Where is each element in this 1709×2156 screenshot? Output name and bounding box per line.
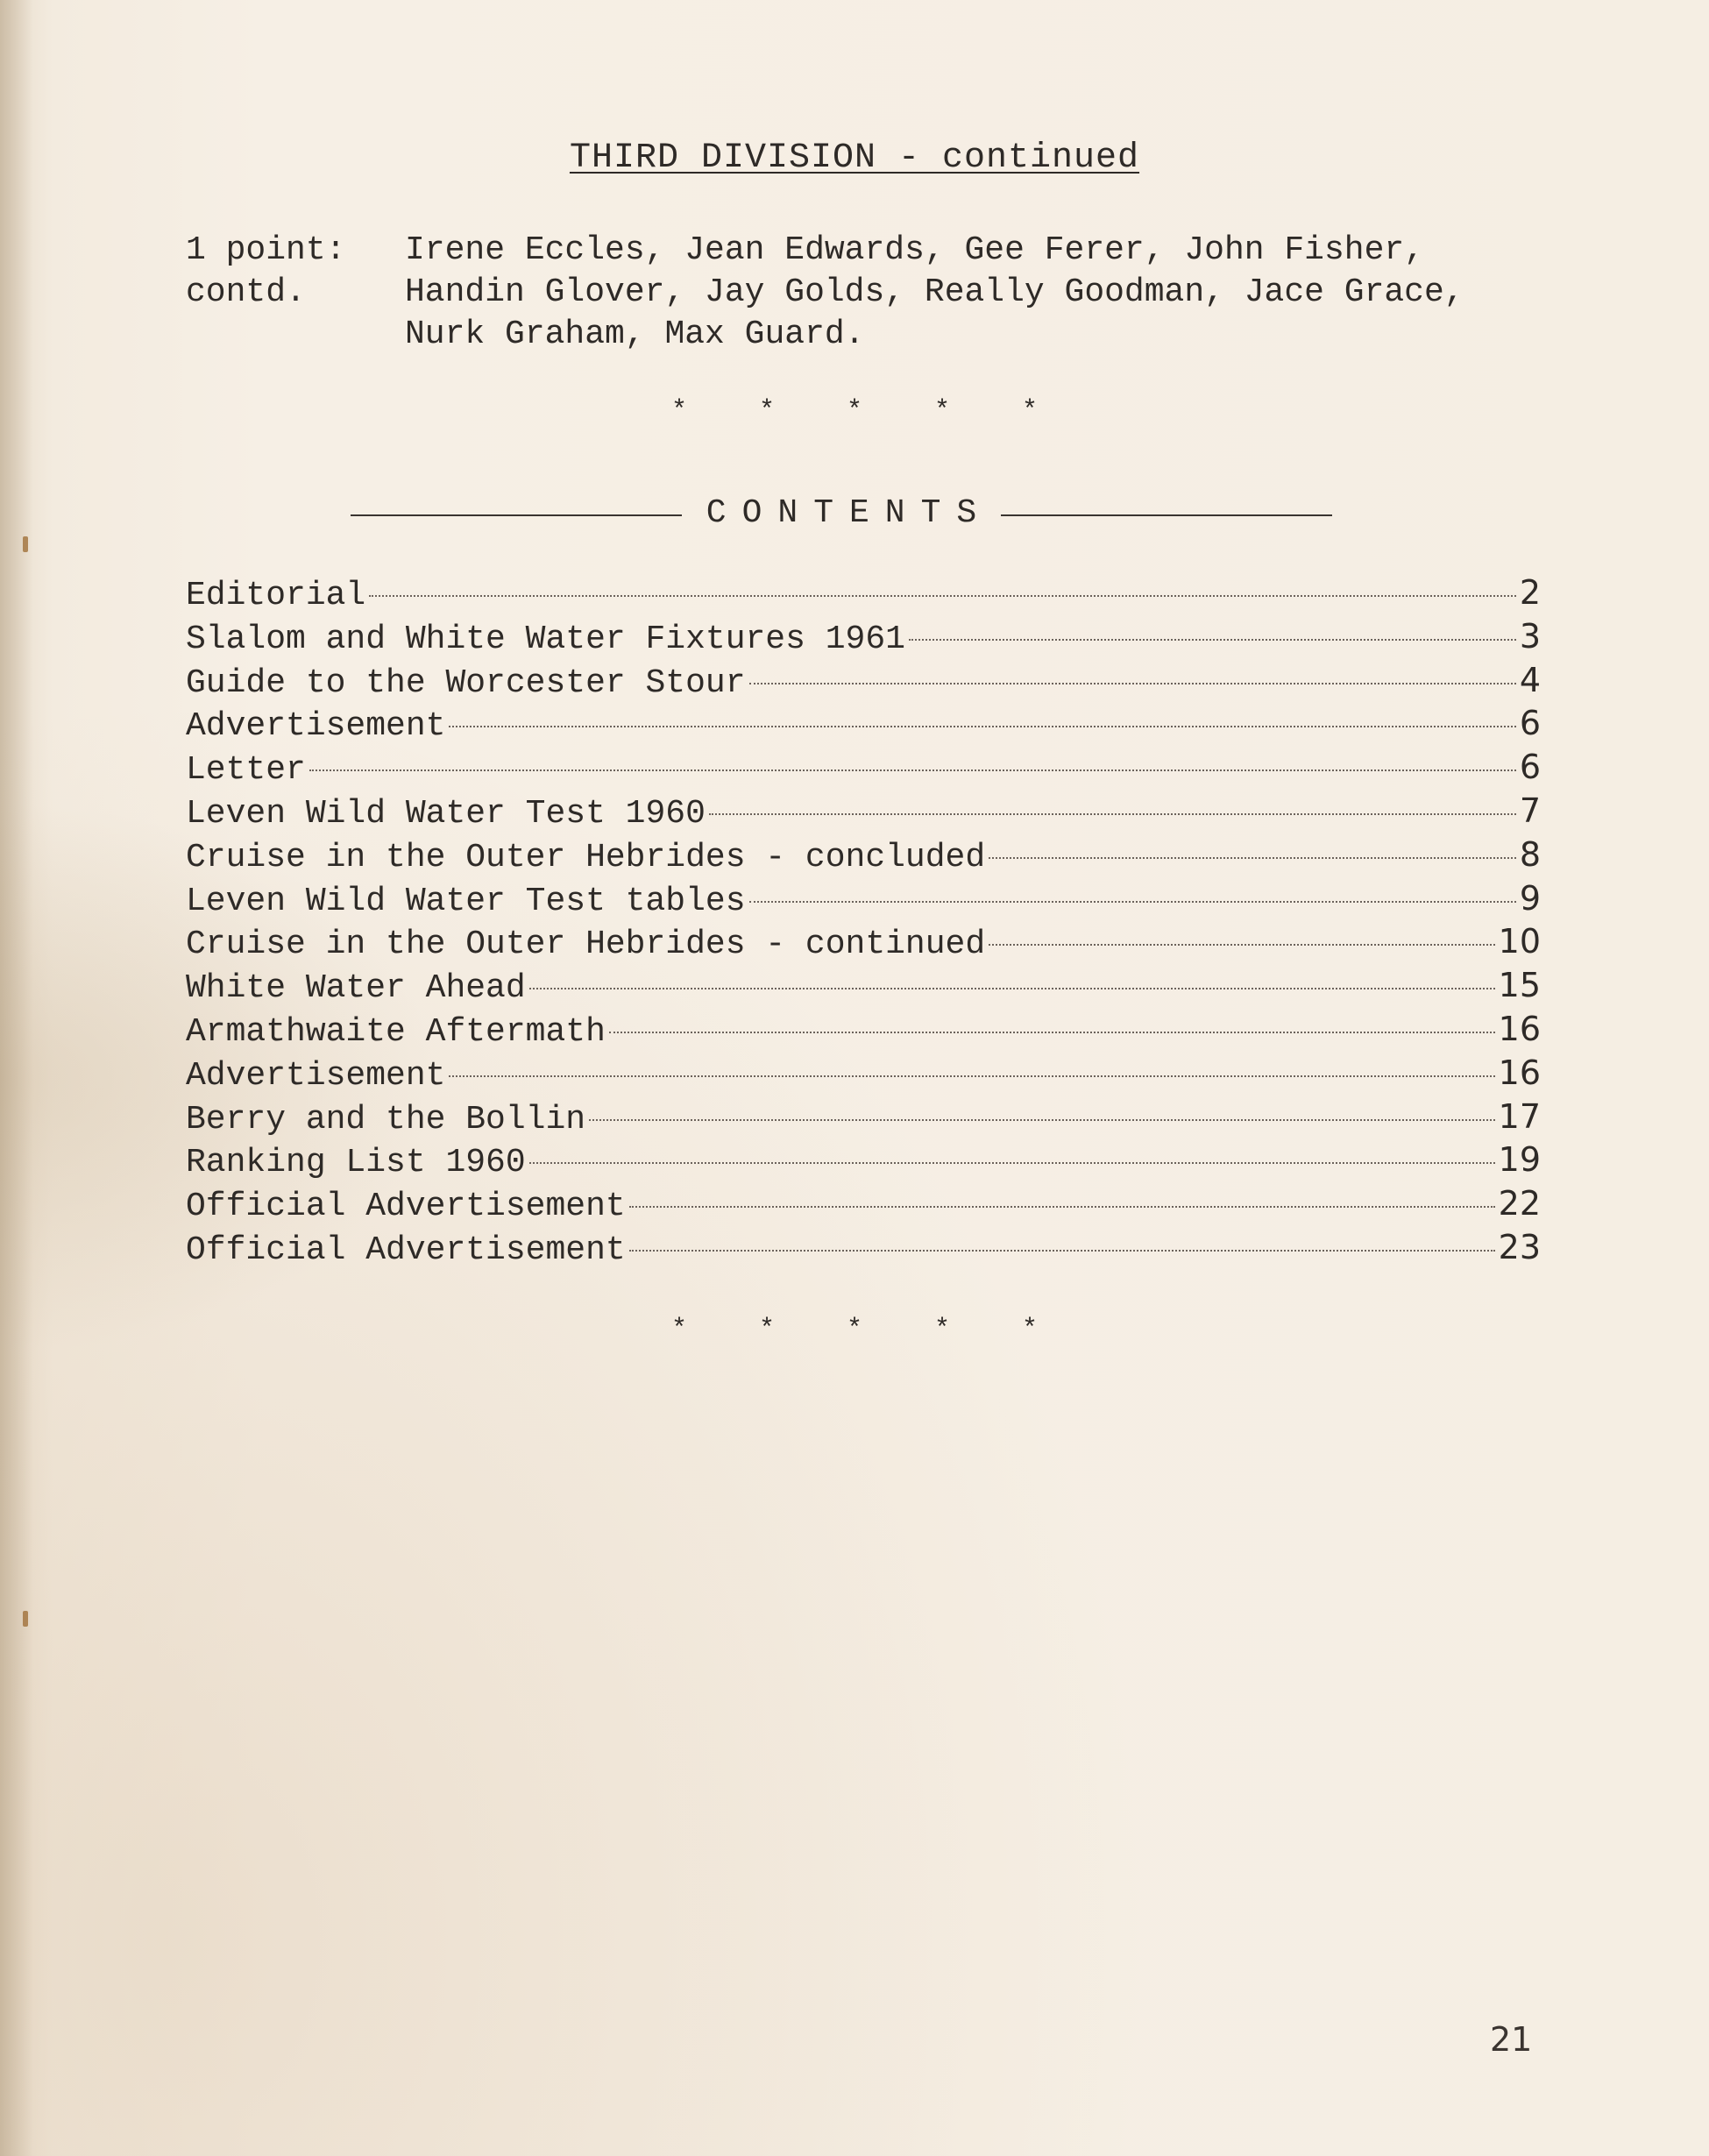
toc-entry-title: Official Advertisement <box>186 1230 626 1269</box>
section-heading <box>0 138 1709 178</box>
toc-entry-page: 10 <box>1498 922 1541 961</box>
toc-entry-title: Letter <box>186 751 306 790</box>
spine-shadow <box>0 0 33 2156</box>
toc-entry <box>186 748 1541 791</box>
separator-stars-top: * * * * * <box>670 396 1039 426</box>
points-label-line: 1 point: <box>186 231 346 269</box>
toc-entry-title: Cruise in the Outer Hebrides - continued <box>186 926 986 964</box>
toc-entry-title: Leven Wild Water Test tables <box>186 882 746 920</box>
toc-leader-dots <box>749 683 1516 684</box>
names-line: Handin Glover, Jay Golds, Really Goodman, Jace Grace, <box>405 273 1464 311</box>
toc-entry <box>186 835 1541 879</box>
toc-leader-dots <box>909 639 1516 641</box>
toc-entry-title: Cruise in the Outer Hebrides - concluded <box>186 838 986 876</box>
toc-entry-page: 15 <box>1498 966 1541 1005</box>
contents-title <box>351 491 1332 535</box>
toc-leader-dots <box>989 857 1516 859</box>
toc-leader-dots <box>449 726 1515 727</box>
toc-entry <box>186 1228 1541 1272</box>
toc-entry <box>186 879 1541 923</box>
toc-leader-dots <box>629 1250 1495 1252</box>
toc-entry-title: Advertisement <box>186 1056 446 1095</box>
toc-entry-title: Advertisement <box>186 707 446 746</box>
title-rule-right <box>1001 514 1332 516</box>
toc-leader-dots <box>749 901 1516 903</box>
toc-entry-title: Official Advertisement <box>186 1188 626 1226</box>
toc-entry <box>186 1140 1541 1184</box>
points-label <box>186 230 396 314</box>
staple-mark <box>23 1611 28 1627</box>
toc-entry-title: White Water Ahead <box>186 969 526 1008</box>
toc-entry-title: Leven Wild Water Test 1960 <box>186 794 706 833</box>
toc-entry-title: Slalom and White Water Fixtures 1961 <box>186 620 905 658</box>
toc-entry-title: Editorial <box>186 577 366 614</box>
title-rule-left <box>351 514 682 516</box>
toc-entry <box>186 704 1541 748</box>
toc-entry <box>186 1097 1541 1141</box>
toc-entry-page: 23 <box>1498 1227 1541 1266</box>
toc-entry <box>186 617 1541 661</box>
toc-leader-dots <box>369 595 1516 597</box>
toc-entry-page: 16 <box>1498 1053 1541 1092</box>
toc-entry-page: 19 <box>1498 1140 1541 1180</box>
page-number: 21 <box>1490 2020 1533 2059</box>
toc-leader-dots <box>709 813 1516 815</box>
toc-entry-page: 4 <box>1519 660 1541 699</box>
toc-entry-title: Berry and the Bollin <box>186 1100 586 1138</box>
toc-entry <box>186 1053 1541 1097</box>
toc-leader-dots <box>449 1075 1494 1077</box>
toc-leader-dots <box>309 769 1516 771</box>
toc-entry <box>186 1184 1541 1228</box>
toc-entry <box>186 661 1541 705</box>
toc-entry-page: 2 <box>1519 573 1541 612</box>
toc-entry-page: 7 <box>1519 791 1541 830</box>
toc-entry-page: 17 <box>1498 1096 1541 1136</box>
toc-entry <box>186 1010 1541 1053</box>
toc-entry-page: 6 <box>1519 704 1541 743</box>
toc-entry <box>186 922 1541 966</box>
names-line: Irene Eccles, Jean Edwards, Gee Ferer, John Fisher, <box>405 231 1424 269</box>
names-list <box>405 230 1579 356</box>
staple-mark <box>23 536 28 552</box>
toc-entry-title: Guide to the Worcester Stour <box>186 663 746 702</box>
section-heading-text: THIRD DIVISION - continued <box>569 138 1140 178</box>
toc-entry <box>186 966 1541 1010</box>
toc-leader-dots <box>529 988 1495 989</box>
toc-leader-dots <box>609 1032 1495 1033</box>
toc-entry-page: 16 <box>1498 1009 1541 1048</box>
contents-title-text: CONTENTS <box>706 493 993 532</box>
toc-entry-page: 9 <box>1519 878 1541 918</box>
toc-entry-page: 22 <box>1498 1184 1541 1223</box>
names-line: Nurk Graham, Max Guard. <box>405 316 865 353</box>
toc-entry-title: Armathwaite Aftermath <box>186 1012 606 1051</box>
toc-entry-page: 3 <box>1519 616 1541 656</box>
toc-leader-dots <box>629 1206 1495 1208</box>
toc-entry-page: 8 <box>1519 834 1541 874</box>
table-of-contents <box>186 573 1541 1272</box>
separator-stars-bottom: * * * * * <box>670 1315 1039 1344</box>
toc-entry-page: 6 <box>1519 748 1541 787</box>
toc-leader-dots <box>989 944 1494 946</box>
points-label-line: contd. <box>186 273 306 311</box>
toc-entry-title: Ranking List 1960 <box>186 1144 526 1182</box>
toc-leader-dots <box>589 1119 1495 1121</box>
toc-entry <box>186 791 1541 835</box>
toc-entry <box>186 573 1541 617</box>
toc-leader-dots <box>529 1162 1495 1164</box>
